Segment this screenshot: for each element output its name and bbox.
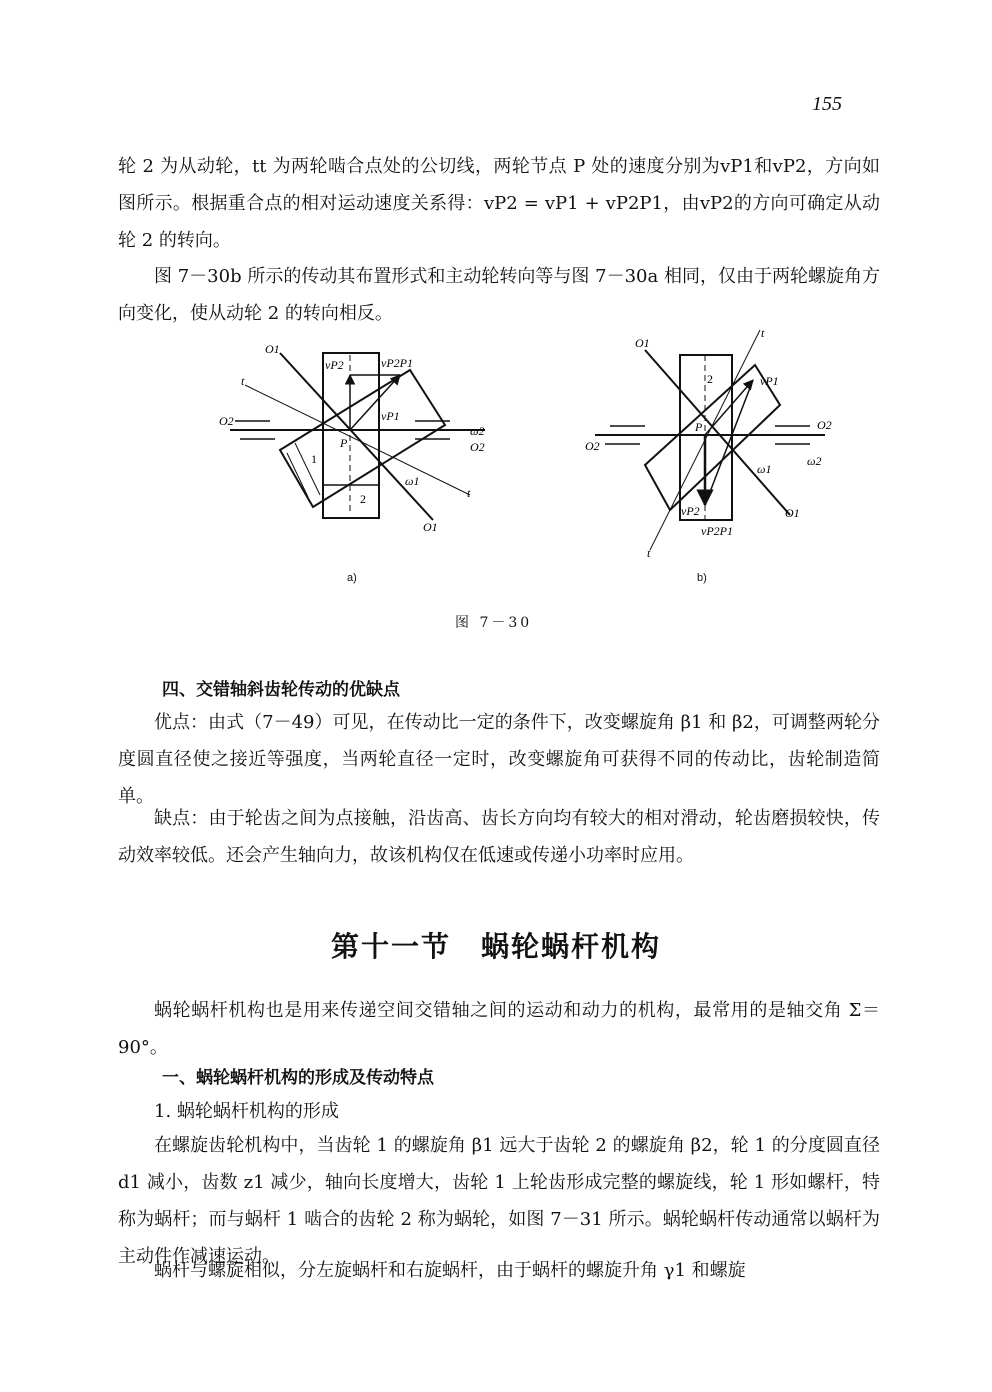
label-b-vP2P1: vP2P1 bbox=[701, 524, 733, 538]
label-omega1: ω1 bbox=[405, 474, 420, 488]
subfigure-a-label: a) bbox=[347, 572, 357, 584]
label-b-vP2: vP2 bbox=[681, 504, 700, 518]
heading-advantages: 四、交错轴斜齿轮传动的优缺点 bbox=[162, 680, 400, 700]
section-title: 第十一节 蜗轮蜗杆机构 bbox=[330, 930, 661, 963]
label-b-O2-left: O2 bbox=[585, 439, 600, 453]
label-O2-left: O2 bbox=[219, 414, 234, 428]
label-b-vP1: vP1 bbox=[760, 374, 779, 388]
label-vP2: vP2 bbox=[325, 358, 344, 372]
page-number: 155 bbox=[812, 93, 842, 115]
label-b-O2-right: O2 bbox=[817, 418, 832, 432]
paragraph-intro: 蜗轮蜗杆机构也是用来传递空间交错轴之间的运动和动力的机构，最常用的是轴交角 Σ＝90°。 bbox=[118, 1000, 880, 1058]
paragraph-advantages: 优点：由式（7－49）可见，在传动比一定的条件下，改变螺旋角 β1 和 β2，可调整两轮分度圆直径使之接近等强度，当两轮直径一定时，改变螺旋角可获得不同的传动比，齿轮制造简单。 bbox=[118, 712, 880, 807]
label-b-O1-bottom: O1 bbox=[785, 506, 800, 520]
label-b-t-top: t bbox=[761, 326, 765, 340]
label-O2-right: O2 bbox=[470, 440, 485, 454]
label-vP2P1: vP2P1 bbox=[381, 356, 413, 370]
label-b-omega2: ω2 bbox=[807, 454, 822, 468]
paragraph-velocity: 轮 2 为从动轮，tt 为两轮啮合点处的公切线，两轮节点 P 处的速度分别为vP1和vP2，方向如图所示。根据重合点的相对运动速度关系得：vP2 = vP1 + vP2P1，由vP2的方向可确定从动轮 2 的转向。 bbox=[118, 156, 880, 251]
label-P: P bbox=[340, 436, 348, 450]
label-b-gear2: 2 bbox=[707, 372, 713, 386]
figure-7-30a bbox=[205, 335, 505, 540]
label-vP1: vP1 bbox=[381, 409, 400, 423]
paragraph-formation: 在螺旋齿轮机构中，当齿轮 1 的螺旋角 β1 远大于齿轮 2 的螺旋角 β2，轮 1 的分度圆直径 d1 减小，齿数 z1 减少，轴向长度增大，齿轮 1 上轮齿形成完整的螺旋线，轮 1 形如螺杆，特称为蜗杆；而与蜗杆 1 啮合的齿轮 2 称为蜗轮，如图 7－31 所示。蜗轮蜗杆传动通常以蜗杆为主动件作减速运动。 bbox=[118, 1135, 880, 1267]
figure-7-30b bbox=[585, 325, 845, 560]
label-b-P: P bbox=[695, 420, 703, 434]
label-t-bottom: t bbox=[467, 486, 471, 500]
paragraph-figure-b: 图 7－30b 所示的传动其布置形式和主动轮转向等与图 7－30a 相同，仅由于两轮螺旋角方向变化，使从动轮 2 的转向相反。 bbox=[118, 266, 880, 324]
label-O1-bottom: O1 bbox=[423, 520, 438, 534]
label-b-O1-top: O1 bbox=[635, 336, 650, 350]
subheading-formation: 1. 蜗轮蜗杆机构的形成 bbox=[154, 1101, 339, 1122]
label-b-omega1: ω1 bbox=[757, 462, 772, 476]
label-O1-top: O1 bbox=[265, 342, 280, 356]
label-gear1: 1 bbox=[311, 452, 317, 466]
label-t-top: t bbox=[241, 374, 245, 388]
paragraph-worm: 蜗杆与螺旋相似，分左旋蜗杆和右旋蜗杆，由于蜗杆的螺旋升角 γ1 和螺旋 bbox=[154, 1260, 746, 1281]
heading-formation: 一、蜗轮蜗杆机构的形成及传动特点 bbox=[162, 1068, 434, 1088]
paragraph-disadvantages: 缺点：由于轮齿之间为点接触，沿齿高、齿长方向均有较大的相对滑动，轮齿磨损较快，传动效率较低。还会产生轴向力，故该机构仅在低速或传递小功率时应用。 bbox=[118, 808, 880, 866]
label-gear2: 2 bbox=[360, 492, 366, 506]
label-b-t-bottom: t bbox=[647, 546, 651, 560]
subfigure-b-label: b) bbox=[697, 572, 707, 584]
figure-caption: 图 7－30 bbox=[455, 615, 533, 631]
label-omega2: ω2 bbox=[470, 424, 485, 438]
